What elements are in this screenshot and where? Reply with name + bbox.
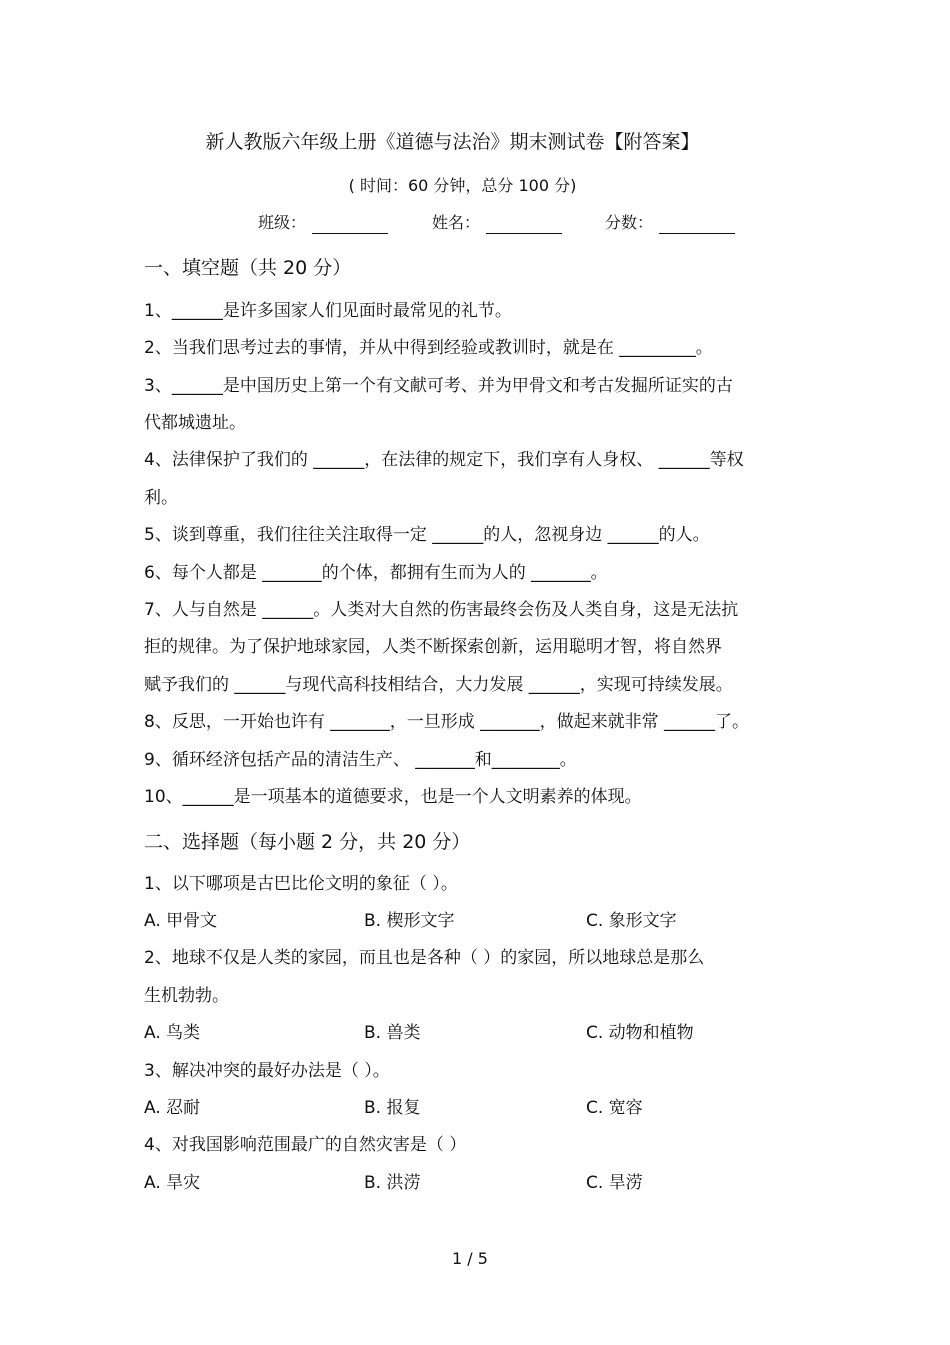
option-c: C. 象形文字 (586, 911, 677, 931)
option-b: B. 楔形文字 (364, 911, 455, 931)
option-a: A. 旱灾 (144, 1173, 201, 1193)
fill-question-line: 6、每个人都是 _______的个体，都拥有生而为人的 _______。 (144, 563, 608, 583)
fill-question-line: 1、______是许多国家人们见面时最常见的礼节。 (144, 301, 512, 321)
choice-question-text: 1、以下哪项是古巴比伦文明的象征（ ）。 (144, 874, 458, 894)
document-title: 新人教版六年级上册《道德与法治》期末测试卷【附答案】 (205, 131, 700, 153)
fill-question-line: 5、谈到尊重，我们往往关注取得一定 ______的人，忽视身边 ______的人。 (144, 525, 710, 545)
fill-question-line: 赋予我们的 ______与现代高科技相结合，大力发展 ______，实现可持续发展。 (144, 675, 733, 695)
section-heading-choice: 二、选择题（每小题 2 分，共 20 分） (144, 831, 471, 853)
fill-question-line: 2、当我们思考过去的事情，并从中得到经验或教训时，就是在 _________。 (144, 338, 713, 358)
option-a: A. 忍耐 (144, 1098, 201, 1118)
score-field (605, 212, 735, 234)
exam-time-info: ( 时间：60 分钟，总分 100 分) (348, 176, 577, 195)
choice-question-text: 3、解决冲突的最好办法是（ ）。 (144, 1061, 390, 1081)
choice-question-text: 2、地球不仅是人类的家园，而且也是各种（ ）的家园，所以地球总是那么 (144, 948, 705, 968)
option-a: A. 鸟类 (144, 1023, 201, 1043)
choice-question-text: 4、对我国影响范围最广的自然灾害是（ ） (144, 1135, 467, 1155)
option-a: A. 甲骨文 (144, 911, 218, 931)
choice-question-text: 生机勃勃。 (144, 986, 229, 1006)
fill-question-line: 拒的规律。为了保护地球家园，人类不断探索创新，运用聪明才智，将自然界 (144, 637, 722, 657)
section-heading-fill-in: 一、填空题（共 20 分） (144, 257, 352, 279)
name-label: 姓名： (432, 213, 481, 232)
fill-question-line: 9、循环经济包括产品的清洁生产、 _______和________。 (144, 750, 577, 770)
score-label: 分数： (605, 213, 654, 232)
fill-question-line: 10、______是一项基本的道德要求，也是一个人文明素养的体现。 (144, 787, 642, 807)
fill-question-line: 利。 (144, 488, 178, 508)
option-b: B. 兽类 (364, 1023, 421, 1043)
fill-question-line: 代都城遗址。 (144, 413, 246, 433)
class-label: 班级： (258, 213, 307, 232)
name-blank (486, 215, 562, 234)
option-c: C. 动物和植物 (586, 1023, 694, 1043)
fill-question-line: 8、反思，一开始也许有 _______，一旦形成 _______，做起来就非常 ______了。 (144, 712, 750, 732)
option-c: C. 宽容 (586, 1098, 643, 1118)
class-blank (312, 215, 388, 234)
option-c: C. 旱涝 (586, 1173, 643, 1193)
page-number: 1 / 5 (452, 1249, 488, 1268)
option-b: B. 洪涝 (364, 1173, 421, 1193)
option-b: B. 报复 (364, 1098, 421, 1118)
score-blank (659, 215, 735, 234)
fill-question-line: 4、法律保护了我们的 ______，在法律的规定下，我们享有人身权、 ______等权 (144, 450, 744, 470)
class-field (258, 212, 388, 234)
fill-question-line: 7、人与自然是 ______。人类对大自然的伤害最终会伤及人类自身，这是无法抗 (144, 600, 739, 620)
fill-question-line: 3、______是中国历史上第一个有文献可考、并为甲骨文和考古发掘所证实的古 (144, 376, 733, 396)
name-field (432, 212, 562, 234)
